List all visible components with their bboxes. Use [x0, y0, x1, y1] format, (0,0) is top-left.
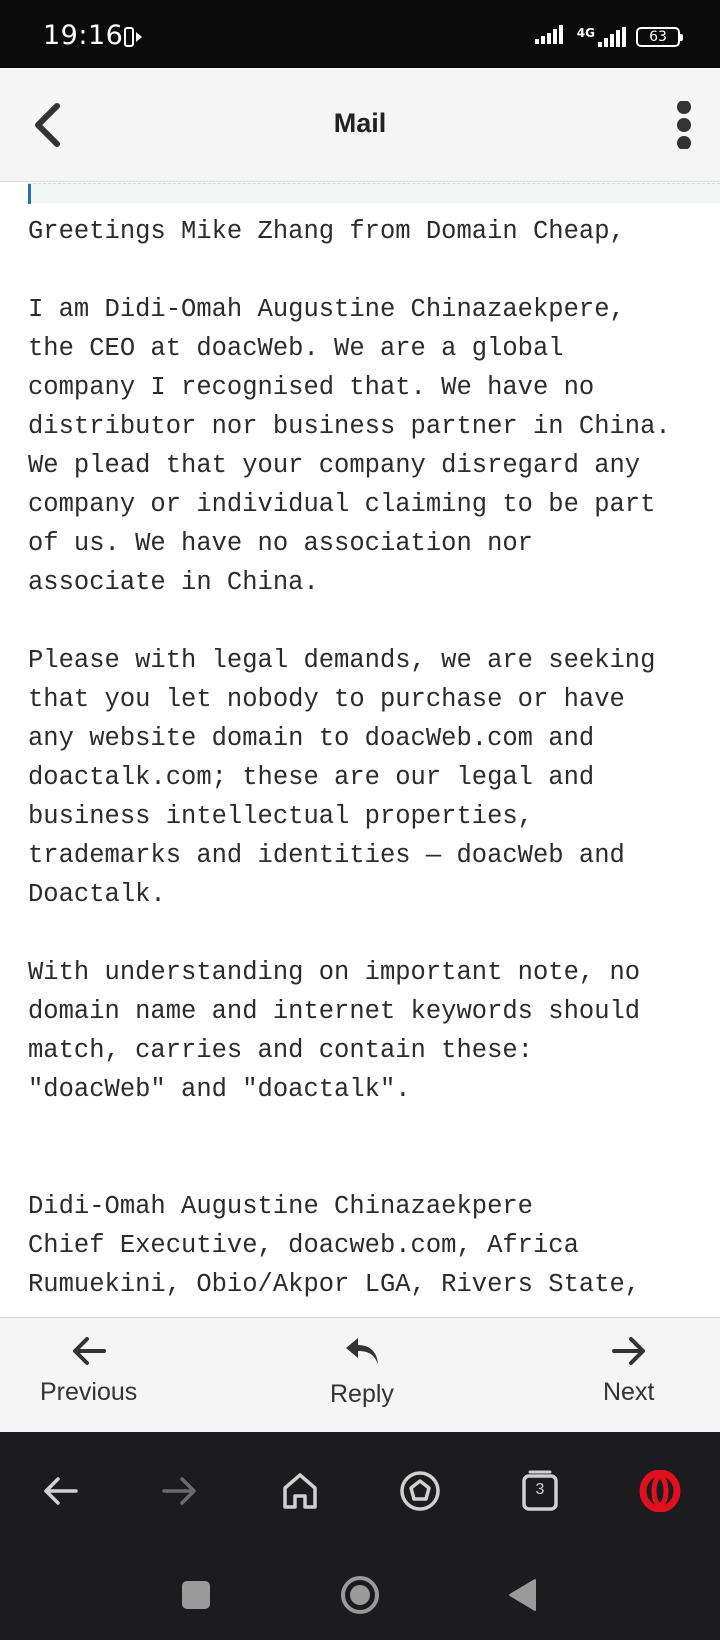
- system-navigation-bar: [0, 1550, 720, 1640]
- previous-label: Previous: [40, 1378, 138, 1406]
- status-bar: [0, 0, 720, 68]
- network-type-label: 4G: [576, 25, 595, 40]
- next-label: Next: [603, 1378, 655, 1406]
- status-icons: [535, 24, 680, 49]
- browser-home-button[interactable]: [277, 1468, 323, 1514]
- arrow-right-icon: [162, 1476, 198, 1506]
- app-bar: [0, 68, 720, 182]
- next-button[interactable]: [603, 1336, 654, 1407]
- browser-back-button[interactable]: [37, 1468, 83, 1514]
- quote-accent-bar: [28, 184, 31, 204]
- battery-icon: [636, 27, 680, 47]
- browser-speed-dial-button[interactable]: [397, 1468, 443, 1514]
- status-time: 19:16: [43, 20, 124, 51]
- more-vertical-icon: [676, 101, 692, 149]
- home-icon: [282, 1472, 318, 1510]
- square-icon: [181, 1580, 211, 1610]
- tab-count: 3: [535, 1481, 545, 1498]
- system-home-button[interactable]: [340, 1575, 380, 1615]
- reply-icon: [344, 1336, 380, 1368]
- opera-logo-icon: [639, 1470, 681, 1512]
- recents-button[interactable]: [176, 1575, 216, 1615]
- page-title: Mail: [333, 108, 387, 138]
- previous-button[interactable]: [40, 1336, 137, 1407]
- message-body: Greetings Mike Zhang from Domain Cheap, I am Didi-Omah Augustine Chinazaekpere, the CEO at doacWeb. We are a global company I recognised that. We have no distributor nor business partner in China. We plead that your company disregard any company or individual claiming to be part of us. We have no association nor associate in China. Please with legal demands, we are seeking that you let nobody to purchase or have any website domain to doacWeb.com and doactalk.com; these are our legal and business intellectual properties, trademarks and identities — doacWeb and Doactalk. With understanding on important note, no domain name and internet keywords should match, carries and contain these: "doacWeb" and "doactalk". Didi-Omah Augustine Chinazaekpere Chief Executive, doacweb.com, Africa Rumuekini, Obio/Akpor LGA, Rivers State,: [28, 217, 671, 1299]
- arrow-right-icon: [612, 1336, 646, 1366]
- message-actions-bar: [0, 1317, 720, 1432]
- browser-tabs-button[interactable]: [517, 1468, 563, 1514]
- cast-icon: [124, 26, 144, 53]
- browser-toolbar: [0, 1432, 720, 1550]
- reply-button[interactable]: [330, 1336, 394, 1409]
- quoted-text-strip: [28, 183, 720, 203]
- arrow-left-icon: [42, 1476, 78, 1506]
- signal-icon: [535, 24, 569, 49]
- system-back-button[interactable]: [502, 1575, 542, 1615]
- network-type-icon: [577, 27, 628, 47]
- browser-forward-button[interactable]: [157, 1468, 203, 1514]
- triangle-back-icon: [507, 1578, 537, 1612]
- circle-icon: [340, 1575, 380, 1615]
- battery-level: 63: [649, 28, 667, 45]
- reply-label: Reply: [330, 1380, 394, 1408]
- more-options-button[interactable]: [664, 98, 704, 152]
- arrow-left-icon: [72, 1336, 106, 1366]
- opera-menu-button[interactable]: [637, 1468, 683, 1514]
- speed-dial-icon: [399, 1470, 441, 1512]
